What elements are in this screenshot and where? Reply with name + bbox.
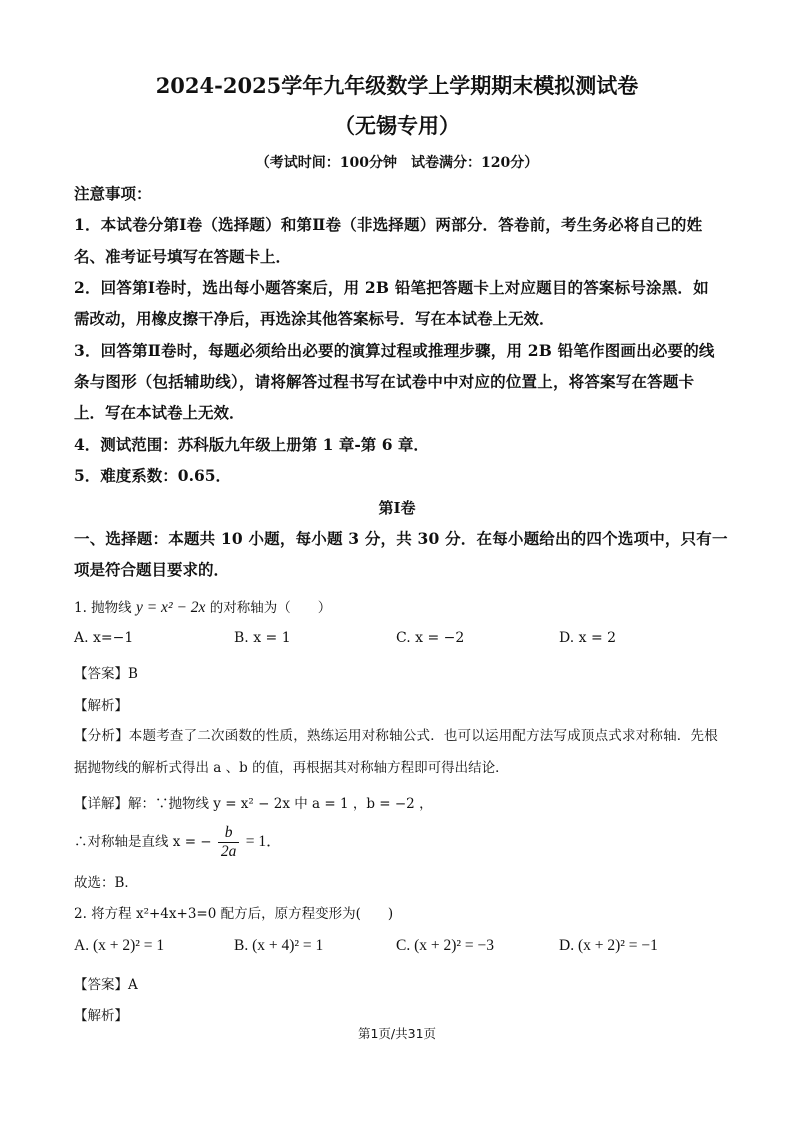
- notice-item-5: 5．难度系数：0.65．: [74, 466, 232, 485]
- question-1-stem: [74, 596, 724, 617]
- question-2-option-c: C. (x + 2)² = −3: [396, 937, 495, 954]
- question-2-option-a: A. (x + 2)² = 1: [74, 937, 165, 954]
- notice-item-2-cont: 需改动，用橡皮擦干净后，再选涂其他答案标号．写在本试卷上无效．: [74, 309, 555, 328]
- fraction-denominator: 2a: [220, 843, 237, 860]
- question-1-axis-prefix: ∴对称轴是直线 x = −: [74, 834, 212, 850]
- notice-item-3-cont2: 上．写在本试卷上无效．: [74, 403, 245, 422]
- question-1-axis-suffix: = 1．: [245, 833, 282, 850]
- question-1-prefix: 1. 抛物线: [74, 600, 132, 616]
- notice-item-3: 3．回答第Ⅱ卷时，每题必须给出必要的演算过程或推理步骤，用 2B 铅笔作图画出必要的线: [74, 341, 715, 360]
- notice-item-3-cont: 条与图形（包括辅助线），请将解答过程书写在试卷中中对应的位置上，将答案写在答题卡: [74, 372, 695, 391]
- question-1-analysis: 【分析】本题考查了二次函数的性质，熟练运用对称轴公式．也可以运用配方法写成顶点式求对称轴．先根: [74, 728, 718, 744]
- question-1-analysis-cont: 据抛物线的解析式得出 a 、b 的值，再根据其对称轴方程即可得出结论．: [74, 760, 509, 776]
- question-2-analysis-label: 【解析】: [74, 1008, 128, 1024]
- section-instructions-cont: 项是符合题目要求的．: [74, 560, 230, 579]
- question-2-options: [74, 937, 724, 959]
- question-1-choose: 故选：B．: [74, 875, 138, 891]
- notice-item-2: 2．回答第Ⅰ卷时，选出每小题答案后，用 2B 铅笔把答题卡上对应题目的答案标号涂黑．如: [74, 278, 709, 297]
- exam-info: （考试时间：100分钟 试卷满分：120分）: [255, 155, 539, 171]
- question-1-option-c: C. x = −2: [396, 630, 465, 646]
- fraction-numerator: b: [218, 824, 240, 843]
- notice-heading: 注意事项：: [74, 184, 152, 203]
- section-heading: 第Ⅰ卷: [378, 499, 416, 517]
- question-1-options: [74, 630, 724, 652]
- question-1-answer: 【答案】B: [74, 666, 138, 682]
- question-1-detail: 【详解】解：∵抛物线 y = x² − 2x 中 a = 1 ，b = −2 ，: [74, 796, 433, 812]
- question-1-formula: y = x² − 2x: [135, 599, 206, 616]
- question-1-analysis-label: 【解析】: [74, 698, 128, 714]
- notice-item-1-cont: 名、准考证号填写在答题卡上．: [74, 247, 292, 266]
- question-2-option-d: D. (x + 2)² = −1: [559, 937, 658, 954]
- question-1-suffix: 的对称轴为（ ）: [209, 600, 332, 616]
- question-2-answer: 【答案】A: [74, 977, 138, 993]
- question-2-option-b: B. (x + 4)² = 1: [234, 937, 324, 954]
- question-1-option-a: A. x=−1: [74, 630, 134, 646]
- notice-item-1: 1．本试卷分第Ⅰ卷（选择题）和第Ⅱ卷（非选择题）两部分．答卷前，考生务必将自己的姓: [74, 215, 703, 234]
- question-2-stem: 2. 将方程 x²+4x+3=0 配方后，原方程变形为( ): [74, 906, 394, 922]
- section-instructions: 一、选择题：本题共 10 小题，每小题 3 分，共 30 分．在每小题给出的四个选项中，只有一: [74, 529, 728, 548]
- exam-title: 2024-2025学年九年级数学上学期期末模拟测试卷: [155, 73, 639, 98]
- question-1-option-b: B. x = 1: [234, 630, 291, 646]
- page-number: 第1页/共31页: [357, 1026, 437, 1041]
- question-1-axis: [74, 824, 724, 861]
- notice-item-4: 4．测试范围：苏科版九年级上册第 1 章-第 6 章．: [74, 435, 429, 454]
- exam-subtitle: （无锡专用）: [334, 113, 460, 138]
- question-1-option-d: D. x = 2: [559, 630, 617, 646]
- question-1-fraction: [218, 824, 240, 861]
